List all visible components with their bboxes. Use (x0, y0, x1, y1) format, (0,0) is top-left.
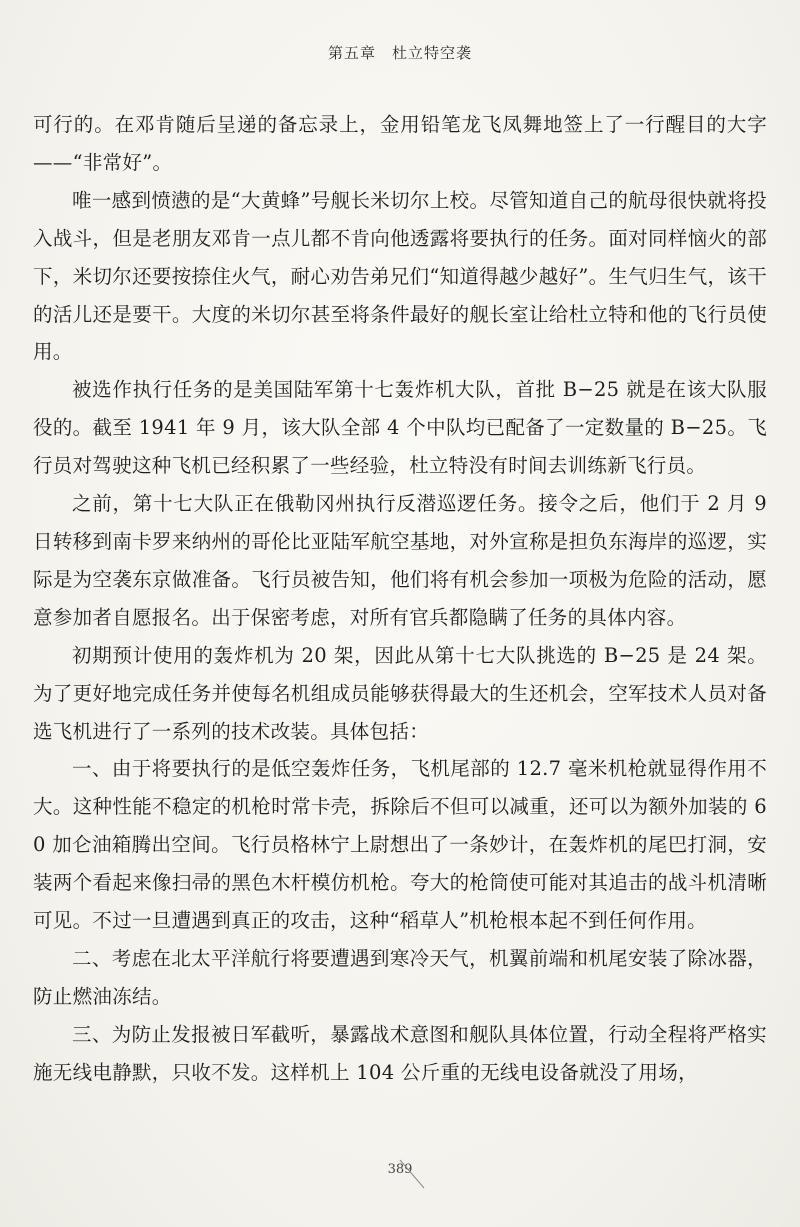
page-number: 389 (387, 1162, 413, 1177)
paragraph: 被选作执行任务的是美国陆军第十七轰炸机大队，首批 B−25 就是在该大队服役的。截至 1941 年 9 月，该大队全部 4 个中队均已配备了一定数量的 B−25。飞行员对驾驶这种飞机已经积累了一些经验，杜立特没有时间去训练新飞行员。 (33, 378, 767, 478)
folio-slash-mark (398, 1158, 438, 1198)
body-text (33, 106, 767, 1092)
list-item-paragraph: 二、考虑在北太平洋航行将要遭遇到寒冷天气，机翼前端和机尾安装了除冰器，防止燃油冻结。 (33, 946, 767, 1008)
paragraph-continued: 可行的。在邓肯随后呈递的备忘录上，金用铅笔龙飞凤舞地签上了一行醒目的大字——“非常好”。 (33, 113, 767, 174)
paragraph: 之前，第十七大队正在俄勒冈州执行反潜巡逻任务。接令之后，他们于 2 月 9 日转移到南卡罗来纳州的哥伦比亚陆军航空基地，对外宣称是担负东海岸的巡逻，实际是为空袭东京做准备。飞行员被告知，他们将有机会参加一项极为危险的活动，愿意参加者自愿报名。出于保密考虑，对所有官兵都隐瞒了任务的具体内容。 (33, 492, 767, 629)
running-header: 第五章 杜立特空袭 (327, 44, 472, 62)
paragraph: 初期预计使用的轰炸机为 20 架，因此从第十七大队挑选的 B−25 是 24 架。为了更好地完成任务并使每名机组成员能够获得最大的生还机会，空军技术人员对备选飞机进行了一系列的技术改装。具体包括： (33, 643, 767, 743)
list-item-paragraph: 三、为防止发报被日军截听，暴露战术意图和舰队具体位置，行动全程将严格实施无线电静默，只收不发。这样机上 104 公斤重的无线电设备就没了用场， (33, 1022, 767, 1084)
list-item-paragraph: 一、由于将要执行的是低空轰炸任务，飞机尾部的 12.7 毫米机枪就显得作用不大。这种性能不稳定的机枪时常卡壳，拆除后不但可以减重，还可以为额外加装的 60 加仑油箱腾出空间。飞行员格林宁上尉想出了一条妙计，在轰炸机的尾巴打洞，安装两个看起来像扫帚的黑色木杆模仿机枪。夸大的枪筒使可能对其追击的战斗机清晰可见。不过一旦遭遇到真正的攻击，这种“稻草人”机枪根本起不到任何作用。 (33, 757, 767, 933)
paragraph: 唯一感到愤懑的是“大黄蜂”号舰长米切尔上校。尽管知道自己的航母很快就将投入战斗，但是老朋友邓肯一点儿都不肯向他透露将要执行的任务。面对同样恼火的部下，米切尔还要按捺住火气，耐心劝告弟兄们“知道得越少越好”。生气归生气，该干的活儿还是要干。大度的米切尔甚至将条件最好的舰长室让给杜立特和他的飞行员使用。 (33, 188, 767, 364)
